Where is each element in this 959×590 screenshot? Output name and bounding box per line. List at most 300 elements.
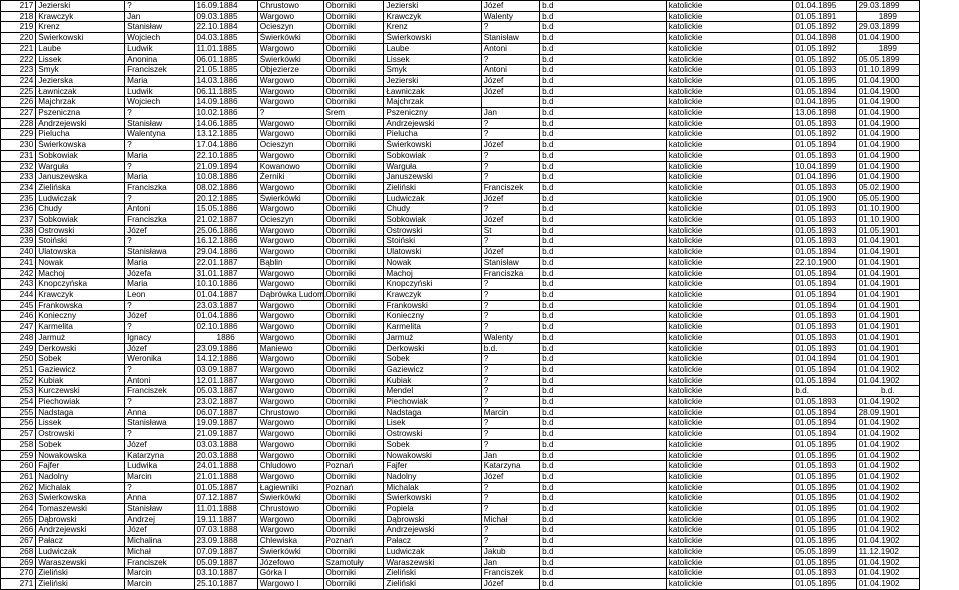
cell-religion[interactable]: katolickie (666, 504, 793, 515)
cell-father-surname[interactable]: Andrzejewski (384, 525, 481, 536)
cell-note[interactable]: b.d (540, 461, 667, 472)
cell-county[interactable]: Oborniki (323, 129, 384, 140)
cell-father-surname[interactable]: Sobek (384, 439, 481, 450)
cell-nr[interactable]: 247 (1, 322, 36, 333)
cell-surname[interactable]: Sobkowiak (36, 150, 125, 161)
cell-surname[interactable]: Derkowski (36, 343, 125, 354)
cell-first-name[interactable]: Stanisław (125, 504, 194, 515)
cell-nr[interactable]: 241 (1, 257, 36, 268)
cell-surname[interactable]: Pałacz (36, 536, 125, 547)
cell-religion[interactable]: katolickie (666, 343, 793, 354)
cell-surname[interactable]: Ludwiczak (36, 193, 125, 204)
cell-religion[interactable]: katolickie (666, 386, 793, 397)
cell-first-name[interactable]: ? (125, 161, 194, 172)
cell-place[interactable]: Wargowo (257, 332, 323, 343)
cell-religion[interactable]: katolickie (666, 482, 793, 493)
cell-birth-date[interactable]: 31.01.1887 (194, 268, 257, 279)
cell-nr[interactable]: 248 (1, 332, 36, 343)
cell-county[interactable]: Oborniki (323, 279, 384, 290)
cell-nr[interactable]: 252 (1, 375, 36, 386)
cell-surname[interactable]: Kubiak (36, 375, 125, 386)
cell-note[interactable]: b.d (540, 343, 667, 354)
cell-father-name[interactable]: ? (481, 279, 539, 290)
cell-county[interactable]: Oborniki (323, 215, 384, 226)
cell-birth-date[interactable]: 23.09.1886 (194, 343, 257, 354)
cell-note[interactable]: b.d (540, 482, 667, 493)
cell-father-name[interactable]: Jan (481, 108, 539, 119)
cell-place[interactable]: Świerkówki (257, 33, 323, 44)
cell-county[interactable]: Oborniki (323, 204, 384, 215)
cell-place[interactable]: Wargowo (257, 268, 323, 279)
cell-first-name[interactable]: Marcin (125, 578, 194, 589)
cell-father-surname[interactable]: Chudy (384, 204, 481, 215)
cell-date-1[interactable]: 01.05.1893 (793, 568, 856, 579)
cell-date-1[interactable]: 10.04.1899 (793, 161, 856, 172)
cell-note[interactable]: b.d (540, 364, 667, 375)
cell-first-name[interactable]: Ludwika (125, 461, 194, 472)
cell-religion[interactable]: katolickie (666, 86, 793, 97)
cell-nr[interactable]: 263 (1, 493, 36, 504)
cell-note[interactable]: b.d (540, 514, 667, 525)
cell-county[interactable]: Oborniki (323, 289, 384, 300)
cell-father-surname[interactable]: Jezierski (384, 1, 481, 12)
cell-birth-date[interactable]: 12.01.1887 (194, 375, 257, 386)
cell-father-name[interactable]: Walenty (481, 332, 539, 343)
cell-surname[interactable]: Ostrowski (36, 429, 125, 440)
cell-father-surname[interactable]: Nadolny (384, 471, 481, 482)
cell-date-1[interactable]: 01.05.1895 (793, 536, 856, 547)
cell-birth-date[interactable]: 14.09.1886 (194, 97, 257, 108)
cell-first-name[interactable]: Walentyna (125, 129, 194, 140)
cell-father-surname[interactable]: Ludwiczak (384, 193, 481, 204)
cell-place[interactable]: Wargowo (257, 225, 323, 236)
cell-father-name[interactable]: Józef (481, 578, 539, 589)
cell-nr[interactable]: 230 (1, 140, 36, 151)
cell-birth-date[interactable]: 10.08.1886 (194, 172, 257, 183)
cell-date-2[interactable]: 01.04.1901 (856, 332, 919, 343)
cell-date-2[interactable]: 01.04.1902 (856, 461, 919, 472)
cell-father-name[interactable]: ? (481, 289, 539, 300)
cell-nr[interactable]: 259 (1, 450, 36, 461)
cell-father-surname[interactable]: Konieczny (384, 311, 481, 322)
cell-father-name[interactable]: Józef (481, 86, 539, 97)
cell-date-2[interactable]: 01.04.1901 (856, 322, 919, 333)
cell-birth-date[interactable]: 24.01.1888 (194, 461, 257, 472)
cell-religion[interactable]: katolickie (666, 429, 793, 440)
cell-father-name[interactable]: ? (481, 429, 539, 440)
cell-note[interactable]: b.d (540, 182, 667, 193)
cell-date-1[interactable]: 01.05.1893 (793, 322, 856, 333)
cell-date-2[interactable]: 01.04.1901 (856, 311, 919, 322)
cell-date-2[interactable]: 01.04.1900 (856, 150, 919, 161)
cell-father-name[interactable]: Jan (481, 450, 539, 461)
cell-birth-date[interactable]: 11.01.1885 (194, 43, 257, 54)
cell-date-2[interactable]: 01.04.1902 (856, 536, 919, 547)
cell-father-name[interactable]: Franciszek (481, 568, 539, 579)
cell-date-2[interactable]: 01.04.1902 (856, 525, 919, 536)
cell-religion[interactable]: katolickie (666, 172, 793, 183)
cell-father-name[interactable]: ? (481, 322, 539, 333)
cell-date-2[interactable]: 29.03.1899 (856, 1, 919, 12)
cell-first-name[interactable]: Józef (125, 525, 194, 536)
cell-surname[interactable]: Michalak (36, 482, 125, 493)
cell-father-surname[interactable]: Piechowiak (384, 397, 481, 408)
cell-date-2[interactable]: 01.04.1902 (856, 578, 919, 589)
cell-place[interactable]: Wargowo (257, 236, 323, 247)
cell-religion[interactable]: katolickie (666, 225, 793, 236)
cell-date-2[interactable]: 01.04.1902 (856, 568, 919, 579)
cell-note[interactable]: b.d (540, 108, 667, 119)
cell-date-2[interactable]: 01.04.1901 (856, 279, 919, 290)
cell-father-name[interactable]: Józef (481, 140, 539, 151)
cell-county[interactable]: Oborniki (323, 75, 384, 86)
cell-religion[interactable]: katolickie (666, 397, 793, 408)
cell-place[interactable]: Ocieszyn (257, 22, 323, 33)
cell-county[interactable]: Oborniki (323, 65, 384, 76)
cell-county[interactable]: Oborniki (323, 578, 384, 589)
cell-place[interactable]: Wargowo (257, 418, 323, 429)
cell-birth-date[interactable]: 06.11.1885 (194, 86, 257, 97)
cell-place[interactable]: Chrustowo (257, 1, 323, 12)
cell-first-name[interactable]: Józef (125, 311, 194, 322)
cell-first-name[interactable]: Anonina (125, 54, 194, 65)
cell-county[interactable]: Oborniki (323, 386, 384, 397)
cell-date-1[interactable]: 01.05.1894 (793, 289, 856, 300)
cell-first-name[interactable]: ? (125, 108, 194, 119)
cell-religion[interactable]: katolickie (666, 129, 793, 140)
cell-father-name[interactable]: ? (481, 150, 539, 161)
cell-father-surname[interactable]: Kubiak (384, 375, 481, 386)
cell-county[interactable]: Oborniki (323, 343, 384, 354)
cell-nr[interactable]: 227 (1, 108, 36, 119)
cell-father-name[interactable]: ? (481, 493, 539, 504)
cell-surname[interactable]: Ostrowski (36, 225, 125, 236)
cell-father-surname[interactable]: Ulatowski (384, 247, 481, 258)
cell-father-name[interactable]: ? (481, 22, 539, 33)
cell-place[interactable]: Wargowo (257, 450, 323, 461)
cell-place[interactable]: Wargowo (257, 514, 323, 525)
cell-surname[interactable]: Ludwiczak (36, 546, 125, 557)
cell-date-2[interactable]: 1899 (856, 43, 919, 54)
cell-note[interactable]: b.d (540, 375, 667, 386)
cell-nr[interactable]: 218 (1, 11, 36, 22)
cell-note[interactable]: b.d (540, 311, 667, 322)
cell-surname[interactable]: Majchrzak (36, 97, 125, 108)
cell-note[interactable]: b.d (540, 118, 667, 129)
cell-note[interactable]: b.d (540, 279, 667, 290)
cell-date-1[interactable]: 01.04.1895 (793, 1, 856, 12)
cell-religion[interactable]: katolickie (666, 204, 793, 215)
cell-father-name[interactable]: St (481, 225, 539, 236)
cell-county[interactable]: Oborniki (323, 22, 384, 33)
cell-note[interactable]: b.d (540, 504, 667, 515)
cell-note[interactable]: b.d (540, 43, 667, 54)
cell-nr[interactable]: 232 (1, 161, 36, 172)
cell-father-name[interactable]: Stanisław (481, 257, 539, 268)
cell-note[interactable]: b.d (540, 257, 667, 268)
cell-father-surname[interactable]: Pałacz (384, 536, 481, 547)
cell-note[interactable]: b.d (540, 172, 667, 183)
cell-birth-date[interactable]: 25.06.1886 (194, 225, 257, 236)
cell-date-2[interactable]: 01.04.1902 (856, 557, 919, 568)
cell-date-1[interactable]: b.d. (793, 386, 856, 397)
cell-date-2[interactable]: 01.04.1901 (856, 289, 919, 300)
cell-religion[interactable]: katolickie (666, 461, 793, 472)
cell-surname[interactable]: Krawczyk (36, 11, 125, 22)
cell-birth-date[interactable]: 05.03.1887 (194, 386, 257, 397)
cell-father-surname[interactable]: Krenz (384, 22, 481, 33)
cell-note[interactable]: b.d (540, 536, 667, 547)
cell-place[interactable]: Świerkówki (257, 54, 323, 65)
cell-nr[interactable]: 270 (1, 568, 36, 579)
cell-father-surname[interactable]: Frankowski (384, 300, 481, 311)
cell-nr[interactable]: 249 (1, 343, 36, 354)
cell-religion[interactable]: katolickie (666, 11, 793, 22)
cell-birth-date[interactable]: 16.12.1886 (194, 236, 257, 247)
cell-place[interactable]: Świerkówki (257, 193, 323, 204)
cell-date-2[interactable]: 01.04.1901 (856, 236, 919, 247)
cell-date-2[interactable]: 01.04.1901 (856, 300, 919, 311)
cell-religion[interactable]: katolickie (666, 568, 793, 579)
cell-birth-date[interactable]: 23.09.1888 (194, 536, 257, 547)
cell-county[interactable]: Oborniki (323, 97, 384, 108)
cell-note[interactable]: b.d (540, 407, 667, 418)
cell-place[interactable]: Wargowo (257, 129, 323, 140)
cell-nr[interactable]: 261 (1, 471, 36, 482)
cell-date-1[interactable]: 01.05.1894 (793, 86, 856, 97)
cell-surname[interactable]: Pielucha (36, 129, 125, 140)
cell-date-2[interactable]: 01.04.1900 (856, 33, 919, 44)
cell-father-name[interactable]: Michał (481, 514, 539, 525)
cell-religion[interactable]: katolickie (666, 150, 793, 161)
cell-note[interactable]: b.d (540, 439, 667, 450)
cell-nr[interactable]: 253 (1, 386, 36, 397)
cell-religion[interactable]: katolickie (666, 43, 793, 54)
cell-birth-date[interactable]: 19.11.1887 (194, 514, 257, 525)
cell-first-name[interactable]: Ignacy (125, 332, 194, 343)
cell-religion[interactable]: katolickie (666, 311, 793, 322)
cell-note[interactable]: b.d (540, 354, 667, 365)
cell-surname[interactable]: Świerkowska (36, 140, 125, 151)
cell-first-name[interactable]: Marcin (125, 568, 194, 579)
cell-nr[interactable]: 271 (1, 578, 36, 589)
cell-father-name[interactable]: ? (481, 375, 539, 386)
cell-date-2[interactable]: 05.05.1900 (856, 193, 919, 204)
cell-note[interactable]: b.d (540, 204, 667, 215)
cell-date-2[interactable]: 01.04.1902 (856, 364, 919, 375)
cell-father-surname[interactable]: Warguła (384, 161, 481, 172)
cell-first-name[interactable]: ? (125, 322, 194, 333)
cell-county[interactable]: Poznań (323, 482, 384, 493)
cell-father-name[interactable]: b.d. (481, 343, 539, 354)
cell-place[interactable]: Górka I (257, 568, 323, 579)
cell-father-surname[interactable]: Krawczyk (384, 289, 481, 300)
cell-place[interactable]: Wargowo (257, 354, 323, 365)
cell-county[interactable]: Oborniki (323, 172, 384, 183)
cell-birth-date[interactable]: 11.01.1888 (194, 504, 257, 515)
cell-date-2[interactable]: 01.04.1902 (856, 482, 919, 493)
cell-county[interactable]: Oborniki (323, 332, 384, 343)
cell-religion[interactable]: katolickie (666, 418, 793, 429)
cell-religion[interactable]: katolickie (666, 450, 793, 461)
cell-nr[interactable]: 217 (1, 1, 36, 12)
cell-place[interactable]: Wargowo (257, 247, 323, 258)
cell-date-2[interactable]: 01.04.1902 (856, 514, 919, 525)
cell-county[interactable]: Oborniki (323, 11, 384, 22)
cell-place[interactable]: Wargowo (257, 311, 323, 322)
cell-nr[interactable]: 242 (1, 268, 36, 279)
cell-surname[interactable]: Nadolny (36, 471, 125, 482)
cell-surname[interactable]: Gaziewicz (36, 364, 125, 375)
cell-date-2[interactable]: 01.10.1900 (856, 204, 919, 215)
cell-place[interactable]: Wargowo (257, 182, 323, 193)
cell-father-surname[interactable]: Knopczyński (384, 279, 481, 290)
cell-date-1[interactable]: 01.05.1895 (793, 514, 856, 525)
cell-surname[interactable]: Machoj (36, 268, 125, 279)
cell-note[interactable]: b.d (540, 471, 667, 482)
cell-surname[interactable]: Zielińska (36, 182, 125, 193)
cell-father-surname[interactable]: Lissek (384, 54, 481, 65)
cell-birth-date[interactable]: 01.04.1886 (194, 311, 257, 322)
cell-religion[interactable]: katolickie (666, 1, 793, 12)
cell-first-name[interactable]: Weronika (125, 354, 194, 365)
cell-note[interactable]: b.d (540, 236, 667, 247)
cell-surname[interactable]: Chudy (36, 204, 125, 215)
cell-father-name[interactable] (481, 97, 539, 108)
cell-birth-date[interactable]: 03.03.1888 (194, 439, 257, 450)
cell-religion[interactable]: katolickie (666, 471, 793, 482)
cell-date-1[interactable]: 05.05.1899 (793, 546, 856, 557)
cell-county[interactable]: Oborniki (323, 514, 384, 525)
cell-date-1[interactable]: 01.05.1892 (793, 129, 856, 140)
cell-religion[interactable]: katolickie (666, 215, 793, 226)
cell-nr[interactable]: 233 (1, 172, 36, 183)
cell-date-2[interactable]: 01.04.1902 (856, 439, 919, 450)
cell-place[interactable]: Wargowo (257, 86, 323, 97)
cell-birth-date[interactable]: 02.10.1886 (194, 322, 257, 333)
cell-nr[interactable]: 264 (1, 504, 36, 515)
cell-birth-date[interactable]: 23.03.1887 (194, 300, 257, 311)
cell-father-surname[interactable]: Januszewski (384, 172, 481, 183)
cell-surname[interactable]: Jezierska (36, 75, 125, 86)
cell-first-name[interactable]: Stanisław (125, 22, 194, 33)
cell-religion[interactable]: katolickie (666, 22, 793, 33)
cell-note[interactable]: b.d (540, 289, 667, 300)
cell-date-2[interactable]: 01.04.1900 (856, 140, 919, 151)
cell-father-surname[interactable]: Sobkowiak (384, 215, 481, 226)
cell-first-name[interactable]: Ludwik (125, 43, 194, 54)
cell-religion[interactable]: katolickie (666, 536, 793, 547)
cell-note[interactable]: b.d (540, 215, 667, 226)
cell-father-name[interactable]: Antoni (481, 43, 539, 54)
cell-birth-date[interactable]: 1886 (194, 332, 257, 343)
cell-religion[interactable]: katolickie (666, 300, 793, 311)
cell-first-name[interactable]: Antoni (125, 375, 194, 386)
cell-date-1[interactable]: 01.05.1893 (793, 461, 856, 472)
cell-note[interactable]: b.d (540, 11, 667, 22)
cell-surname[interactable]: Waraszewski (36, 557, 125, 568)
cell-father-surname[interactable]: Zieliński (384, 182, 481, 193)
cell-father-surname[interactable]: Świerkowski (384, 493, 481, 504)
cell-county[interactable]: Oborniki (323, 118, 384, 129)
cell-county[interactable]: Oborniki (323, 193, 384, 204)
cell-first-name[interactable]: Franciszka (125, 215, 194, 226)
cell-place[interactable]: Kowanowo (257, 161, 323, 172)
cell-nr[interactable]: 258 (1, 439, 36, 450)
cell-father-surname[interactable]: Andrzejewski (384, 118, 481, 129)
cell-religion[interactable]: katolickie (666, 439, 793, 450)
cell-first-name[interactable]: ? (125, 482, 194, 493)
cell-date-2[interactable]: 01.04.1901 (856, 354, 919, 365)
cell-birth-date[interactable]: 13.12.1885 (194, 129, 257, 140)
cell-birth-date[interactable]: 21.09.1894 (194, 161, 257, 172)
cell-place[interactable]: Wargowo (257, 525, 323, 536)
cell-father-name[interactable]: Jan (481, 557, 539, 568)
cell-father-name[interactable]: Walenty (481, 11, 539, 22)
cell-first-name[interactable]: Michał (125, 546, 194, 557)
cell-date-1[interactable]: 01.05.1894 (793, 418, 856, 429)
cell-father-surname[interactable]: Dąbrowski (384, 514, 481, 525)
cell-date-1[interactable]: 01.04.1894 (793, 354, 856, 365)
cell-note[interactable]: b.d (540, 129, 667, 140)
cell-father-name[interactable]: Franciszek (481, 182, 539, 193)
cell-county[interactable]: Oborniki (323, 33, 384, 44)
cell-religion[interactable]: katolickie (666, 257, 793, 268)
cell-county[interactable]: Poznań (323, 461, 384, 472)
cell-father-surname[interactable]: Lisek (384, 418, 481, 429)
cell-place[interactable]: Wargowo (257, 375, 323, 386)
cell-religion[interactable]: katolickie (666, 546, 793, 557)
cell-father-surname[interactable]: Ławniczak (384, 86, 481, 97)
cell-date-1[interactable]: 01.05.1893 (793, 332, 856, 343)
cell-first-name[interactable]: Józef (125, 439, 194, 450)
cell-birth-date[interactable]: 07.03.1888 (194, 525, 257, 536)
cell-date-2[interactable]: b.d. (856, 386, 919, 397)
cell-nr[interactable]: 257 (1, 429, 36, 440)
cell-religion[interactable]: katolickie (666, 364, 793, 375)
cell-birth-date[interactable]: 05.09.1887 (194, 557, 257, 568)
cell-note[interactable]: b.d (540, 322, 667, 333)
cell-date-2[interactable]: 01.04.1902 (856, 450, 919, 461)
cell-birth-date[interactable]: 20.12.1885 (194, 193, 257, 204)
cell-father-surname[interactable]: Smyk (384, 65, 481, 76)
cell-father-name[interactable]: Katarzyna (481, 461, 539, 472)
cell-nr[interactable]: 228 (1, 118, 36, 129)
cell-date-2[interactable]: 01.04.1900 (856, 75, 919, 86)
cell-father-surname[interactable]: Karmelita (384, 322, 481, 333)
cell-date-1[interactable]: 01.05.1894 (793, 247, 856, 258)
cell-religion[interactable]: katolickie (666, 279, 793, 290)
cell-surname[interactable]: Lissek (36, 54, 125, 65)
cell-nr[interactable]: 238 (1, 225, 36, 236)
cell-nr[interactable]: 255 (1, 407, 36, 418)
cell-father-surname[interactable]: Majchrzak (384, 97, 481, 108)
cell-surname[interactable]: Januszewska (36, 172, 125, 183)
cell-date-1[interactable]: 01.05.1893 (793, 311, 856, 322)
cell-father-surname[interactable]: Laube (384, 43, 481, 54)
cell-date-1[interactable]: 01.05.1891 (793, 11, 856, 22)
cell-date-1[interactable]: 01.04.1896 (793, 172, 856, 183)
cell-county[interactable]: Oborniki (323, 86, 384, 97)
cell-date-2[interactable]: 01.04.1902 (856, 418, 919, 429)
cell-father-name[interactable]: Marcin (481, 407, 539, 418)
cell-date-1[interactable]: 01.05.1893 (793, 236, 856, 247)
cell-birth-date[interactable]: 03.09.1887 (194, 364, 257, 375)
cell-father-surname[interactable]: Mendel (384, 386, 481, 397)
cell-place[interactable]: Wargowo (257, 300, 323, 311)
cell-father-name[interactable]: Jakub (481, 546, 539, 557)
cell-nr[interactable]: 219 (1, 22, 36, 33)
